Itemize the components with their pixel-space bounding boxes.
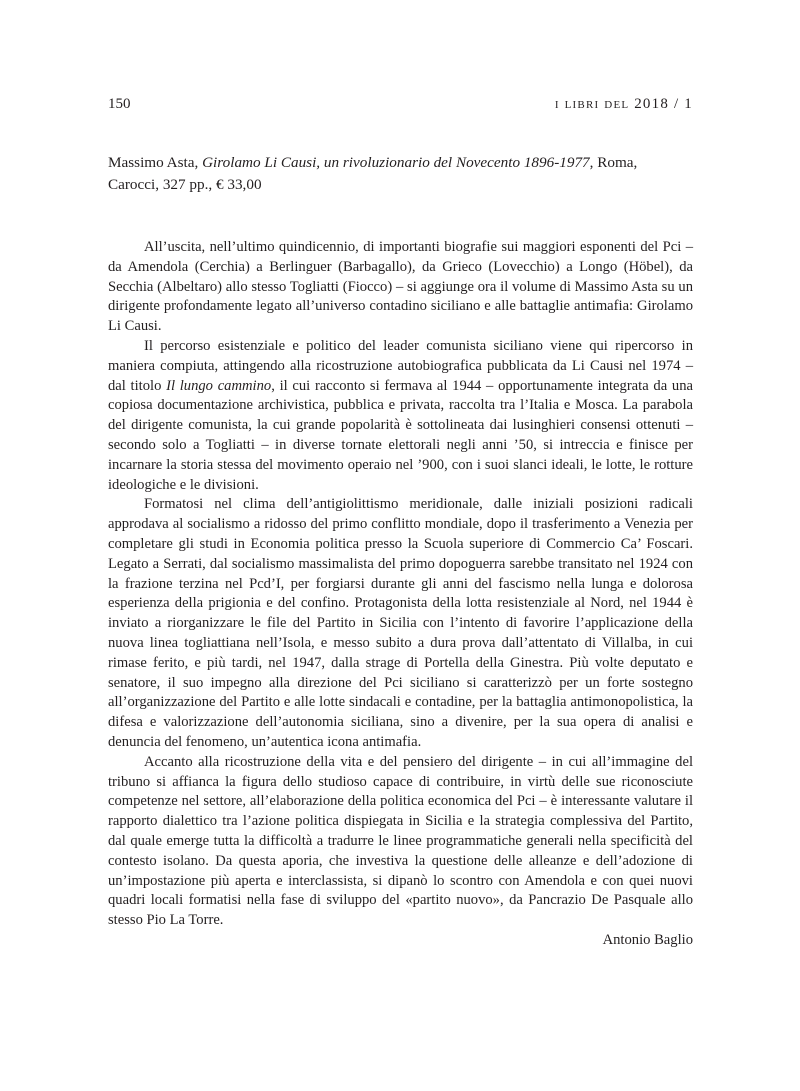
- review-body: [108, 238, 693, 951]
- review-paragraph-2-text-b: , il cui racconto si fermava al 1944 – opportunamente integrata da una copiosa documentazione archivistica, pubblica e privata, raccolta tra l’Italia e Mosca. La parabola del dirigente comunista, la cui grande popolarità è sottolineata dai lusinghieri consensi ottenuti – secondo solo a Togliatti – in diverse tornate elettorali negli anni ’50, si intreccia e finisce per incarnare la storia stessa del movimento operaio nel ’900, con i suoi slanci ideali, le lotte, le rotture ideologiche e le divisioni.: [108, 377, 693, 493]
- cited-title: Il lungo cammino: [166, 377, 272, 394]
- review-paragraph-3: Formatosi nel clima dell’antigiolittismo meridionale, dalle iniziali posizioni radicali approdava al socialismo a ridosso del primo conflitto mondiale, dopo il trasferimento a Venezia per completare gli studi in Economia politica presso la Scuola superiore di Commercio Ca’ Foscari. Legato a Serrati, dal socialismo massimalista del primo dopoguerra sarebbe transitato nel 1924 con la frazione terzina nel Pcd’I, per forgiarsi durante gli anni del fascismo nella lunga e dolorosa esperienza della prigionia e del confino. Protagonista della lotta resistenziale al Nord, nel 1944 è inviato a riorganizzare le file del Partito in Sicilia con l’intento di favorire l’applicazione della nuova linea togliattiana nell’Isola, e messo subito a dura prova dall’attentato di Villalba, in cui rimase ferito, e più tardi, nel 1947, dalla strage di Portella della Ginestra. Più volte deputato e senatore, il suo impegno alla direzione del Pci siciliano si caratterizzò per un forte sostegno all’organizzazione del Partito e alle lotte sindacali e contadine, per la battaglia antimonopolistica, la difesa e valorizzazione dell’autonomia siciliana, sino a divenire, per la sua opera di analisi e denuncia del fenomeno, un’autentica icona antimafia.: [108, 496, 693, 750]
- book-reference: [108, 152, 693, 196]
- book-title: Girolamo Li Causi, un rivoluzionario del Novecento 1896-1977: [202, 154, 590, 171]
- book-publisher: Carocci, 327 pp., € 33,00: [108, 176, 262, 193]
- review-paragraph-4: Accanto alla ricostruzione della vita e del pensiero del dirigente – in cui all’immagine del tribuno si affianca la figura dello studioso capace di contribuire, in virtù delle sue riconosciute competenze nel settore, all’elaborazione della politica economica del Pci – è interessante valutare il rapporto dialettico tra l’azione politica dispiegata in Sicilia e la strategia complessiva del Partito, dal quale emerge tutta la difficoltà a tradurre le linee programmatiche generali nella specificità del contesto isolano. Da questa aporia, che investiva la questione delle alleanze e dell’adozione di un’impostazione più aperta e interclassista, si dipanò lo scontro con Amendola e con quei nuovi quadri locali formatisi nella fase di sviluppo del «partito nuovo», da Pancrazio De Pasquale allo stesso Pio La Torre.: [108, 753, 693, 929]
- reviewer-name: Antonio Baglio: [602, 931, 693, 948]
- book-place: , Roma,: [589, 154, 638, 171]
- review-paragraph-2-text-a: Il percorso esistenziale e politico del leader comunista siciliano viene qui ripercorso in maniera compiuta, attingendo alla ricostruzione autobiografica pubblicata da Li Causi nel 1974 – dal titolo: [108, 337, 693, 394]
- review-paragraph-2: [108, 337, 693, 495]
- review-paragraph-1: All’uscita, nell’ultimo quindicennio, di importanti biografie sui maggiori esponenti del Pci – da Amendola (Cerchia) a Berlinguer (Barbagallo), da Grieco (Lovecchio) a Longo (Höbel), da Secchia (Albeltaro) allo stesso Togliatti (Fiocco) – si aggiunge ora il volume di Massimo Asta su un dirigente profondamente legato all’universo contadino siciliano e alle battaglie antimafia: Girolamo Li Causi.: [108, 239, 693, 335]
- page-number: 150: [108, 96, 131, 112]
- journal-title: i libri del 2018 / 1: [554, 96, 693, 112]
- book-author: Massimo Asta,: [108, 154, 199, 171]
- running-head: [108, 96, 693, 118]
